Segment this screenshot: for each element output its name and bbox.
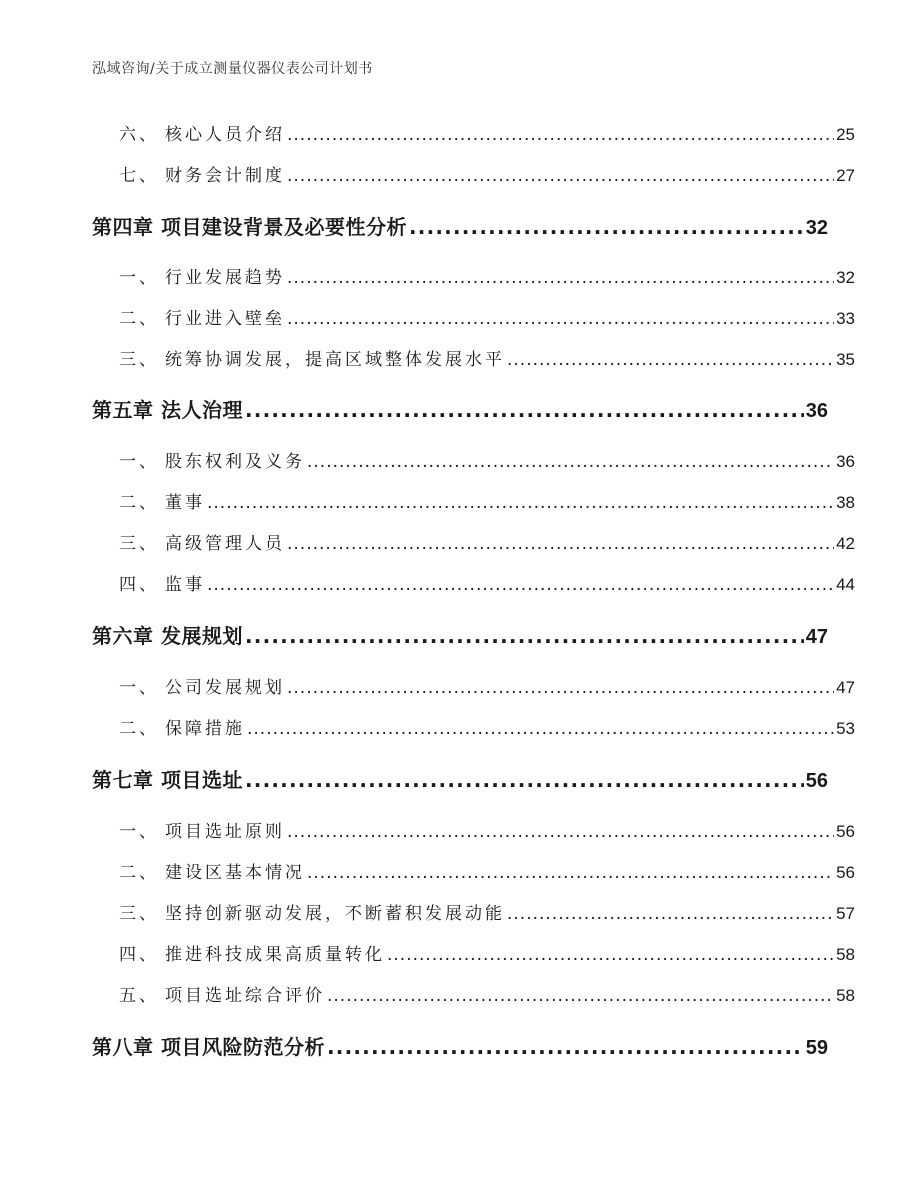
toc-chapter-title: 第六章 发展规划 [92, 624, 243, 648]
toc-entry-number: 二、 [119, 863, 159, 883]
toc-entry-number: 一、 [119, 822, 159, 842]
toc-entry-number: 一、 [119, 678, 159, 698]
toc-entry-page: 36 [836, 452, 855, 471]
toc-entry[interactable] [92, 860, 855, 886]
toc-entry-title: 行业发展趋势 [165, 268, 285, 288]
toc-entry-page: 53 [836, 719, 855, 738]
toc-entry-number: 二、 [119, 309, 159, 329]
toc-entry-title: 股东权利及义务 [165, 452, 305, 472]
toc-entry-title: 坚持创新驱动发展，不断蓄积发展动能 [165, 904, 505, 924]
toc-entry[interactable] [92, 983, 855, 1009]
toc-entry-page: 33 [836, 309, 855, 328]
toc-entry-page: 57 [836, 904, 855, 923]
toc-entry-page: 25 [836, 125, 855, 144]
toc-chapter-page: 59 [805, 1037, 828, 1059]
toc-entry-title: 保障措施 [165, 719, 245, 739]
toc-entry-number: 二、 [119, 493, 159, 513]
document-header: 泓域咨询/关于成立测量仪器仪表公司计划书 [92, 61, 373, 77]
toc-entry[interactable] [92, 572, 855, 598]
toc-entry-number: 六、 [119, 125, 159, 145]
toc-entry-title: 高级管理人员 [165, 534, 285, 554]
toc-chapter-page: 32 [805, 217, 828, 239]
toc-entry-page: 56 [836, 863, 855, 882]
toc-leader [287, 531, 834, 557]
toc-entry-page: 44 [836, 575, 855, 594]
toc-entry[interactable] [92, 265, 855, 291]
toc-entry-number: 一、 [119, 268, 159, 288]
toc-entry[interactable] [92, 306, 855, 332]
toc-entry[interactable] [92, 163, 855, 189]
toc-leader [327, 1032, 804, 1062]
toc-leader [247, 716, 834, 742]
toc-entry-title: 监事 [165, 575, 205, 595]
toc-entry[interactable] [92, 490, 855, 516]
toc-chapter-title: 第四章 项目建设背景及必要性分析 [92, 215, 407, 239]
toc-chapter-title: 第五章 法人治理 [92, 398, 243, 422]
toc-entry-title: 推进科技成果高质量转化 [165, 945, 385, 965]
toc-entry-page: 38 [836, 493, 855, 512]
toc-entry-title: 项目选址综合评价 [165, 986, 325, 1006]
toc-leader [287, 306, 834, 332]
toc-chapter[interactable] [92, 395, 828, 425]
toc-entry-title: 项目选址原则 [165, 822, 285, 842]
toc-leader [245, 395, 804, 425]
toc-leader [245, 765, 804, 795]
toc-entry[interactable] [92, 901, 855, 927]
toc-entry-number: 三、 [119, 350, 159, 370]
toc-leader [409, 212, 804, 242]
toc-entry[interactable] [92, 347, 855, 373]
toc-leader [507, 347, 834, 373]
toc-entry-number: 三、 [119, 534, 159, 554]
toc-entry-number: 一、 [119, 452, 159, 472]
toc-entry-page: 27 [836, 166, 855, 185]
toc-chapter[interactable] [92, 212, 828, 242]
toc-leader [245, 621, 804, 651]
toc-leader [287, 265, 834, 291]
toc-chapter[interactable] [92, 1032, 828, 1062]
toc-entry-title: 统筹协调发展，提高区域整体发展水平 [165, 350, 505, 370]
toc-entry-page: 42 [836, 534, 855, 553]
toc-entry[interactable] [92, 819, 855, 845]
toc-entry[interactable] [92, 716, 855, 742]
toc-entry-title: 行业进入壁垒 [165, 309, 285, 329]
toc-entry[interactable] [92, 531, 855, 557]
toc-entry-number: 四、 [119, 945, 159, 965]
toc-chapter-title: 第八章 项目风险防范分析 [92, 1035, 325, 1059]
toc-entry-page: 58 [836, 986, 855, 1005]
toc-leader [507, 901, 834, 927]
toc-entry-page: 32 [836, 268, 855, 287]
toc-entry[interactable] [92, 122, 855, 148]
toc-entry-number: 三、 [119, 904, 159, 924]
toc-entry-page: 47 [836, 678, 855, 697]
toc-chapter[interactable] [92, 621, 828, 651]
toc-entry-number: 七、 [119, 166, 159, 186]
toc-chapter-page: 56 [805, 770, 828, 792]
toc-entry[interactable] [92, 449, 855, 475]
toc-leader [307, 860, 834, 886]
toc-leader [287, 163, 834, 189]
toc-entry-title: 核心人员介绍 [165, 125, 285, 145]
toc-chapter[interactable] [92, 765, 828, 795]
toc-entry-title: 公司发展规划 [165, 678, 285, 698]
toc-entry-title: 建设区基本情况 [165, 863, 305, 883]
toc-leader [287, 819, 834, 845]
toc-chapter-title: 第七章 项目选址 [92, 768, 243, 792]
toc-entry-page: 58 [836, 945, 855, 964]
toc-leader [307, 449, 834, 475]
toc-entry[interactable] [92, 942, 855, 968]
toc-leader [287, 675, 834, 701]
toc-entry-number: 二、 [119, 719, 159, 739]
toc-leader [207, 490, 834, 516]
toc-entry-number: 五、 [119, 986, 159, 1006]
toc-entry[interactable] [92, 675, 855, 701]
toc-leader [287, 122, 834, 148]
toc-chapter-page: 47 [805, 626, 828, 648]
toc-leader [387, 942, 834, 968]
toc-entry-title: 董事 [165, 493, 205, 513]
toc-entry-title: 财务会计制度 [165, 166, 285, 186]
toc-chapter-page: 36 [805, 400, 828, 422]
toc-leader [327, 983, 834, 1009]
toc-leader [207, 572, 834, 598]
toc-entry-page: 35 [836, 350, 855, 369]
toc-entry-page: 56 [836, 822, 855, 841]
toc-entry-number: 四、 [119, 575, 159, 595]
